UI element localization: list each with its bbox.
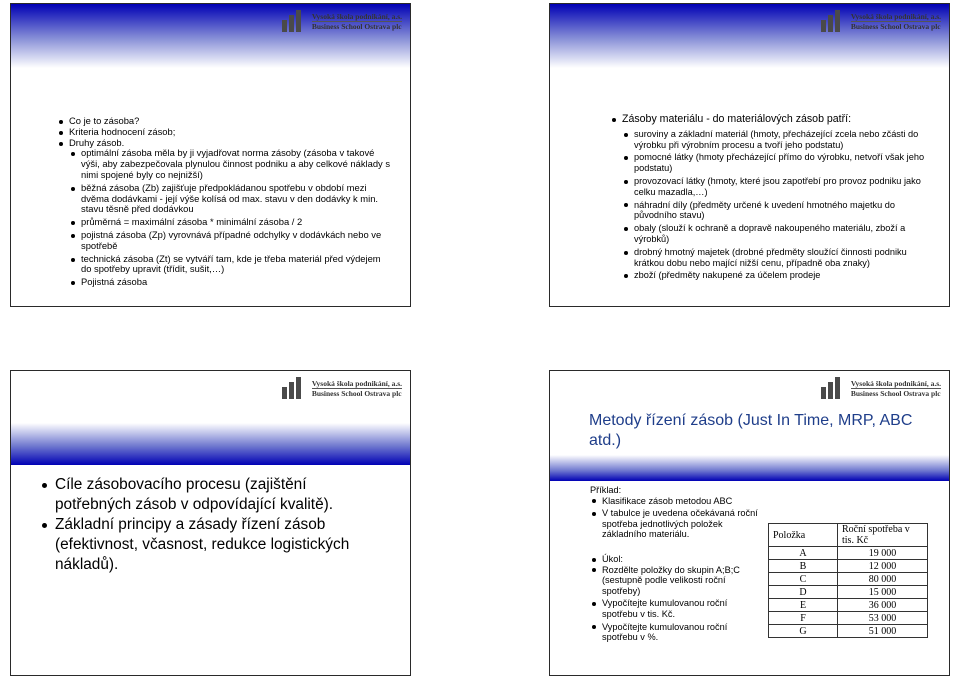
table-cell: 80 000 <box>838 573 928 586</box>
logo-line-1: Vysoká škola podnikání, a.s. <box>850 11 941 21</box>
column-header: Roční spotřeba v tis. Kč <box>838 524 928 547</box>
list-item: V tabulce je uvedena očekávaná roční spotřeba jednotlivých položek základního materiálu. <box>590 508 760 540</box>
list-item: optimální zásoba měla by ji vyjadřovat norma zásoby (zásoba v takové výši, aby zabezpečovala plynulou činnost podniku a aby celkové náklady s nimi spojené byly co nejnižší) <box>69 148 393 180</box>
list-item: náhradní díly (předměty určené k uvedení hmotného majetku do původního stavu) <box>622 200 930 222</box>
table-row <box>769 573 928 586</box>
table-row <box>769 586 928 599</box>
table-cell: 51 000 <box>838 625 928 638</box>
list-item: běžná zásoba (Zb) zajišťuje předpokládanou spotřebu v období mezi dvěma dodávkami - její výše kolísá od max. stavu v den dodávky k min. stavu těsně před dodávkou <box>69 183 393 215</box>
slide-2-content <box>610 114 930 283</box>
logo-line-1: Vysoká škola podnikání, a.s. <box>850 378 941 388</box>
example-label: Příklad: <box>590 485 622 495</box>
table-cell: 53 000 <box>838 612 928 625</box>
table-row <box>769 612 928 625</box>
table-cell: B <box>769 560 838 573</box>
column-header: Položka <box>769 524 838 547</box>
list-item: Klasifikace zásob metodou ABC <box>590 496 760 507</box>
table-cell: 36 000 <box>838 599 928 612</box>
table-row <box>769 625 928 638</box>
list-item: Úkol: <box>590 554 760 565</box>
list-item: Základní principy a zásady řízení zásob (efektivnost, včasnost, redukce logistických nákladů). <box>39 515 379 575</box>
list-item: zboží (předměty nakupené za účelem prodeje <box>622 270 930 281</box>
logo-line-2: Business School Ostrava plc <box>311 388 402 398</box>
list-item: Vypočítejte kumulovanou roční spotřebu v %. <box>590 622 760 643</box>
slide-title: Metody řízení zásob (Just In Time, MRP, ABC atd.) <box>589 412 913 449</box>
list-item: provozovací látky (hmoty, které jsou zapotřebí pro provoz podniku jako celku mazadla,…) <box>622 176 930 198</box>
slide-3 <box>10 370 411 676</box>
slide-4-content <box>590 485 760 643</box>
table-cell: 15 000 <box>838 586 928 599</box>
logo-line-2: Business School Ostrava plc <box>850 21 941 31</box>
slide-1 <box>10 3 411 307</box>
school-logo <box>280 10 402 32</box>
school-logo <box>280 377 402 399</box>
table-header-row <box>769 524 928 547</box>
table-row <box>769 560 928 573</box>
list-item: obaly (slouží k ochraně a dopravě nakoupeného materiálu, zboží a výrobků) <box>622 223 930 245</box>
list-item: Zásoby materiálu - do materiálových zásob patří: <box>610 114 930 125</box>
list-item: pomocné látky (hmoty přecházející přímo do výrobku, netvoří však jeho podstatu) <box>622 152 930 174</box>
table-cell: F <box>769 612 838 625</box>
logo-mark-icon <box>280 10 308 32</box>
list-item: pojistná zásoba (Zp) vyrovnává případné odchylky v dodávkách nebo ve spotřebě <box>69 230 393 252</box>
logo-line-1: Vysoká škola podnikání, a.s. <box>311 378 402 388</box>
table-row <box>769 547 928 560</box>
slide-3-content <box>39 475 379 575</box>
slide-1-content <box>57 116 393 290</box>
list-item: Cíle zásobovacího procesu (zajištění potřebných zásob v odpovídající kvalitě). <box>39 475 379 515</box>
logo-mark-icon <box>819 377 847 399</box>
slide-header-band <box>550 455 949 481</box>
slide-2 <box>549 3 950 307</box>
school-logo <box>819 377 941 399</box>
logo-mark-icon <box>819 10 847 32</box>
list-item: průměrná = maximální zásoba * minimální zásoba / 2 <box>69 217 393 228</box>
table-cell: 19 000 <box>838 547 928 560</box>
table-cell: G <box>769 625 838 638</box>
list-item: Kriteria hodnocení zásob; <box>57 127 393 138</box>
list-item: drobný hmotný majetek (drobné předměty sloužící činnosti podniku krátkou dobu nebo mající nižší cenu, případně oba znaky) <box>622 247 930 269</box>
table-cell: C <box>769 573 838 586</box>
table-cell: E <box>769 599 838 612</box>
logo-mark-icon <box>280 377 308 399</box>
table-cell: D <box>769 586 838 599</box>
logo-line-2: Business School Ostrava plc <box>850 388 941 398</box>
table-cell: 12 000 <box>838 560 928 573</box>
table-row <box>769 599 928 612</box>
slide-header-band <box>11 423 410 465</box>
logo-line-1: Vysoká škola podnikání, a.s. <box>311 11 402 21</box>
list-item: suroviny a základní materiál (hmoty, přecházející zcela nebo zčásti do výrobku při výrobním procesu a tvoří jeho podstatu) <box>622 129 930 151</box>
table-cell: A <box>769 547 838 560</box>
list-item: Rozdělte položky do skupin A;B;C (sestupně podle velikosti roční spotřeby) <box>590 565 760 597</box>
list-item: technická zásoba (Zt) se vytváří tam, kde je třeba materiál před výdejem do spotřeby upravit (třídit, sušit,…) <box>69 254 393 276</box>
school-logo <box>819 10 941 32</box>
slide-4 <box>549 370 950 676</box>
list-item: Vypočítejte kumulovanou roční spotřebu v tis. Kč. <box>590 598 760 619</box>
logo-line-2: Business School Ostrava plc <box>311 21 402 31</box>
abc-table <box>768 523 928 638</box>
list-item: Druhy zásob. <box>57 138 393 149</box>
list-item: Pojistná zásoba <box>69 277 393 288</box>
list-item: Co je to zásoba? <box>57 116 393 127</box>
